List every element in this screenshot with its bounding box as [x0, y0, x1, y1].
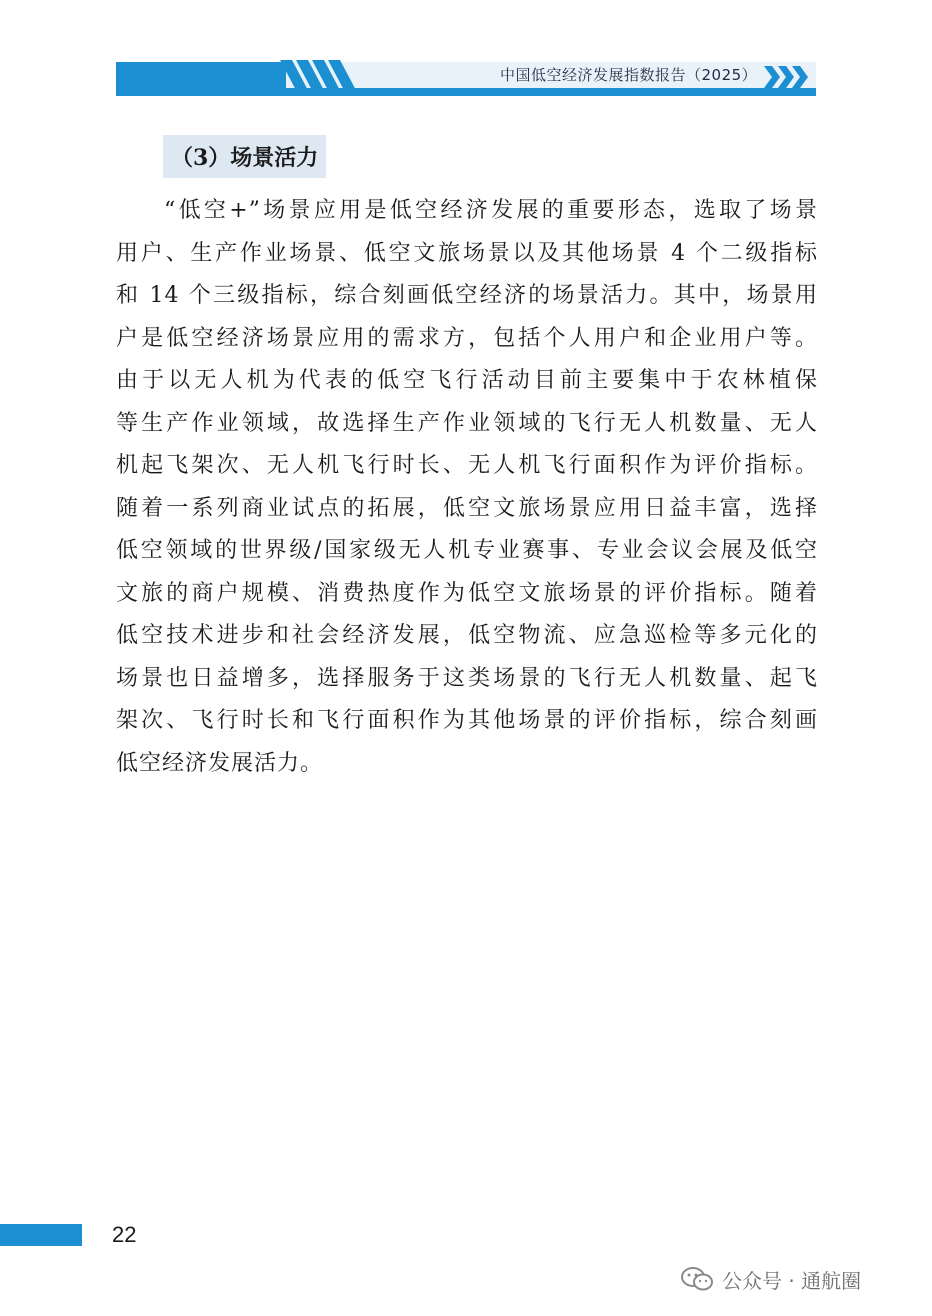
body-line: 架次、飞行时长和飞行面积作为其他场景的评价指标，综合刻画	[116, 708, 818, 733]
page-number: 22	[112, 1222, 137, 1247]
body-line: 机起飞架次、无人机飞行时长、无人机飞行面积作为评价指标。	[116, 453, 818, 478]
body-line: 和 14 个三级指标，综合刻画低空经济的场景活力。其中，场景用	[116, 283, 818, 308]
section-heading: （3）场景活力	[163, 135, 326, 178]
report-title: 中国低空经济发展指数报告（2025）	[500, 66, 758, 84]
body-line: 低空领域的世界级/国家级无人机专业赛事、专业会议会展及低空	[116, 538, 818, 563]
body-line: 等生产作业领域，故选择生产作业领域的飞行无人机数量、无人	[116, 410, 818, 436]
body-line: “低空+”场景应用是低空经济发展的重要形态，选取了场景	[164, 198, 818, 223]
body-line: 用户、生产作业场景、低空文旅场景以及其他场景 4 个二级指标	[116, 240, 818, 266]
body-line: 文旅的商户规模、消费热度作为低空文旅场景的评价指标。随着	[116, 580, 818, 606]
body-line: 由于以无人机为代表的低空飞行活动目前主要集中于农林植保	[116, 368, 818, 393]
body-paragraph	[116, 190, 818, 785]
watermark	[680, 1264, 861, 1294]
wechat-icon	[680, 1266, 714, 1292]
body-line: 低空技术进步和社会经济发展，低空物流、应急巡检等多元化的	[116, 623, 818, 648]
body-line: 户是低空经济场景应用的需求方，包括个人用户和企业用户等。	[116, 325, 818, 351]
chevrons-icon	[764, 66, 816, 88]
footer-accent-bar	[0, 1224, 82, 1246]
body-line: 场景也日益增多，选择服务于这类场景的飞行无人机数量、起飞	[116, 665, 818, 691]
page-header	[0, 0, 932, 110]
watermark-text: 公众号 · 通航圈	[722, 1268, 862, 1293]
body-line: 随着一系列商业试点的拓展，低空文旅场景应用日益丰富，选择	[116, 495, 818, 521]
header-underline	[116, 88, 816, 96]
body-line: 低空经济发展活力。	[116, 750, 324, 776]
